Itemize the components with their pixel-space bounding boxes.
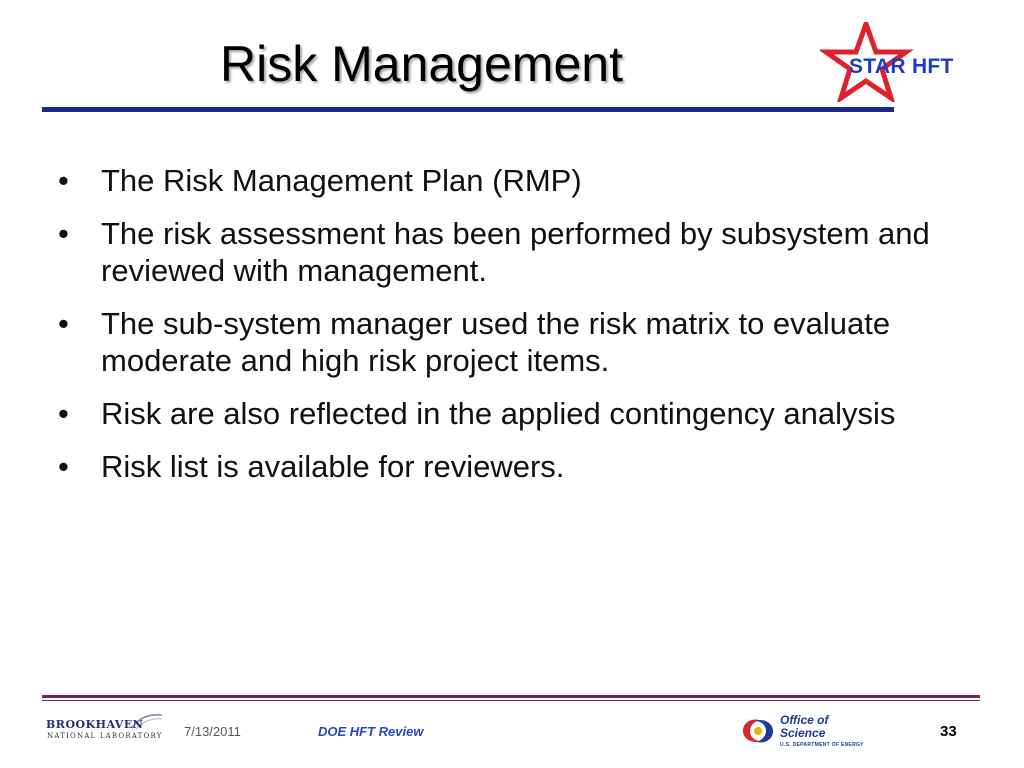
bullet-marker: • xyxy=(58,306,69,341)
bullet-item xyxy=(58,448,998,485)
bullet-item xyxy=(58,215,998,289)
bullet-text: The risk assessment has been performed by subsystem and reviewed with management. xyxy=(101,216,930,288)
bullet-marker: • xyxy=(58,163,69,198)
star-hft-logo-text: STAR HFT xyxy=(849,55,954,78)
bullet-text: Risk list is available for reviewers. xyxy=(101,449,565,484)
footer-divider-thin xyxy=(42,700,980,701)
bullet-item xyxy=(58,305,998,379)
bullet-marker: • xyxy=(58,216,69,251)
bullet-marker: • xyxy=(58,396,69,431)
slide-title: Risk Management xyxy=(220,36,623,92)
office-of-science-logo xyxy=(740,712,864,752)
footer-divider xyxy=(42,695,980,698)
brookhaven-logo-subtitle: NATIONAL LABORATORY xyxy=(47,732,163,740)
footer-date: 7/13/2011 xyxy=(184,724,241,739)
brookhaven-logo xyxy=(46,712,164,746)
bullet-list xyxy=(58,162,998,501)
brookhaven-logo-name: BROOKHAVEN xyxy=(46,718,144,731)
office-of-science-line3: U.S. DEPARTMENT OF ENERGY xyxy=(780,742,864,748)
footer-presentation-title: DOE HFT Review xyxy=(318,724,424,739)
office-of-science-emblem-icon xyxy=(740,716,776,746)
title-underline xyxy=(42,107,894,112)
bullet-text: Risk are also reflected in the applied contingency analysis xyxy=(101,396,896,431)
bullet-text: The sub-system manager used the risk matrix to evaluate moderate and high risk project items. xyxy=(101,306,891,378)
bullet-item xyxy=(58,395,998,432)
page-number: 33 xyxy=(940,723,957,740)
bullet-item xyxy=(58,162,998,199)
bullet-text: The Risk Management Plan (RMP) xyxy=(101,163,582,198)
office-of-science-line1: Office of xyxy=(780,713,829,727)
office-of-science-line2: Science xyxy=(780,726,826,740)
bullet-marker: • xyxy=(58,449,69,484)
